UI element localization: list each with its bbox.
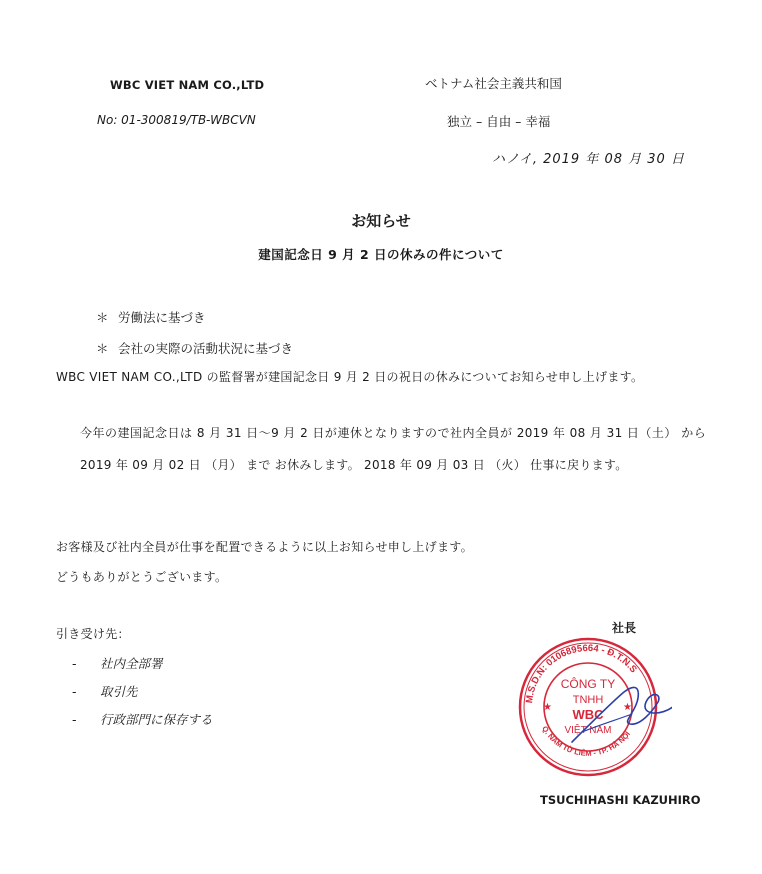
signer-title: 社長 [612,621,637,635]
document-number: No: 01-300819/TB-WBCVN [97,113,256,127]
distribution-item [72,710,213,728]
company-seal [512,632,672,782]
distribution-text: 社内全部署 [100,656,163,671]
svg-text:M.S.D.N: 0106895664 - Đ.T.N.S: M.S.D.N: 0106895664 - Đ.T.N.S [524,642,639,704]
distribution-item [72,654,163,672]
dash-mark: - [72,712,77,727]
closing-line-2: どうもありがとうございます。 [56,570,228,584]
seal-graphic [512,632,672,782]
distribution-text: 取引先 [100,684,138,699]
notice-title: お知らせ [351,212,411,230]
svg-text:Q. NAM TỪ LIÊM - TP. HÀ NỘI: Q. NAM TỪ LIÊM - TP. HÀ NỘI [540,724,633,758]
dash-mark: - [72,656,77,671]
svg-text:VIỆT NAM: VIỆT NAM [564,725,612,736]
intro-paragraph: WBC VIET NAM CO.,LTD の監督署が建国記念日 9 月 2 日の祝日の休みについてお知らせ申し上げます。 [56,370,644,384]
basis-item [96,308,206,326]
distribution-label: 引き受け先： [56,627,130,641]
svg-text:★: ★ [543,702,552,713]
country-name: ベトナム社会主義共和国 [425,76,562,91]
signer-name: TSUCHIHASHI KAZUHIRO [540,793,701,807]
asterisk-mark: ＊ [96,310,109,325]
date-line: ハノイ, 2019 年 08 月 30 日 [492,152,685,167]
closing-line-1: お客様及び社内全員が仕事を配置できるように以上お知らせ申し上げます。 [56,540,473,554]
svg-text:CÔNG TY: CÔNG TY [560,677,616,691]
basis-text: 労働法に基づき [118,310,206,325]
asterisk-mark: ＊ [96,341,109,356]
body-paragraph: 今年の建国記念日は 8 月 31 日〜9 月 2 日が連休となりますので社内全員が 2019 年 08 月 31 日（土） から 2019 年 09 月 02 日 （月） まで お休みします。 2018 年 09 月 03 日 （火） 仕事に戻ります。 [80,426,706,472]
svg-text:★: ★ [623,702,632,713]
svg-text:TNHH: TNHH [572,694,604,706]
company-name: WBC VIET NAM CO.,LTD [110,78,265,92]
national-motto: 独立 – 自由 – 幸福 [447,114,551,129]
basis-text: 会社の実際の活動状況に基づき [118,341,294,356]
dash-mark: - [72,684,77,699]
basis-item [96,339,293,357]
svg-text:WBC: WBC [572,707,604,722]
distribution-item [72,682,138,700]
notice-subtitle: 建国記念日 9 月 2 日の休みの件について [258,247,504,262]
distribution-text: 行政部門に保存する [100,712,213,727]
